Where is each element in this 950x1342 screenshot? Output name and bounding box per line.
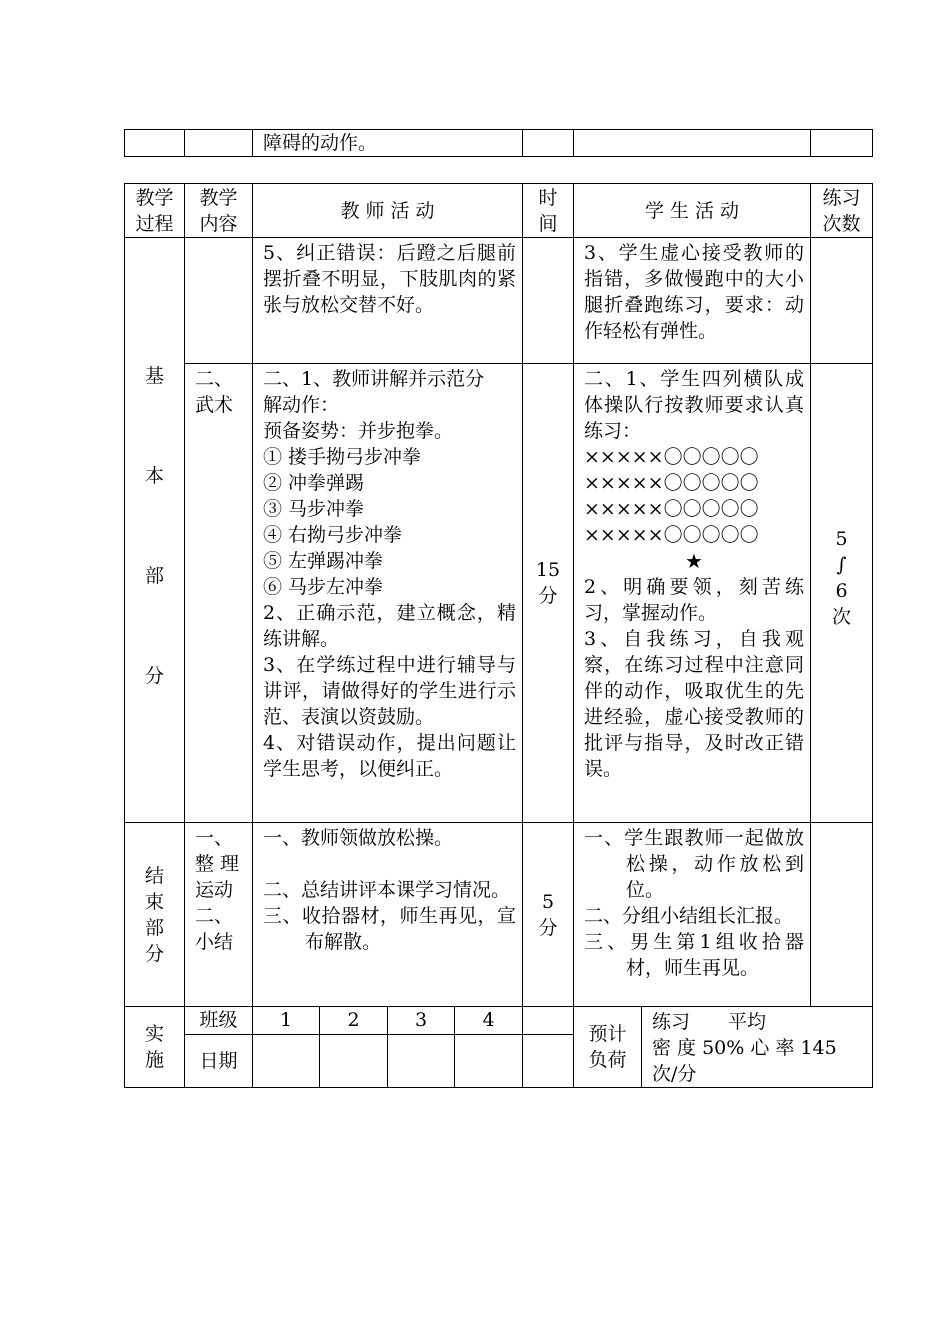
basic-row2-time: 15 分 (523, 364, 574, 823)
formation-row: ×××××〇〇〇〇〇 (584, 472, 759, 494)
header-process: 教学过程 (135, 186, 174, 235)
implementation-row-class (125, 1007, 873, 1035)
top-fragment-table (124, 129, 873, 157)
basic-row-1 (125, 238, 873, 364)
top-fragment-text: 障碍的动作。 (253, 130, 523, 157)
basic-row2-student: 二、1、学生四列横队成体操队行按教师要求认真练习： ×××××〇〇〇〇〇 ×××××〇〇〇〇〇 ×××××〇〇〇〇〇 ×××××〇〇〇〇〇 ★ 2、明确要领，刻苦练习，掌握动作。 3、自我练习，自我观察，在练习过程中注意同伴的动作，吸取优生的先进经验，虚心接受教师的批评与指导，及时改正错误。 (574, 364, 811, 823)
lesson-plan-table (124, 183, 873, 1088)
end-section-label: 结 束 部 分 (125, 823, 185, 1007)
teacher-star-mark: ★ (685, 549, 703, 573)
basic-row2-teacher: 二、1、教师讲解并示范分 解动作： 预备姿势：并步抱拳。 ① 搂手拗弓步冲拳 ② 冲拳弹踢 ③ 马步冲拳 ④ 右拗弓步冲拳 ⑤ 左弹踢冲拳 ⑥ 马步左冲拳 2、正确示范，建立概念，精练讲解。 3、在学练过程中进行辅导与讲评，请做得好的学生进行示范、表演以资鼓励。 4、对错误动作，提出问题让学生思考，以便纠正。 (253, 364, 523, 823)
header-teacher: 教 师 活 动 (253, 184, 523, 238)
header-reps: 练习次数 (822, 186, 861, 235)
class-4: 4 (455, 1007, 523, 1035)
basic-row2-content: 二、 武术 (185, 364, 253, 823)
implementation-label: 实 施 (125, 1007, 185, 1088)
class-2: 2 (320, 1007, 388, 1035)
class-label: 班级 (185, 1007, 253, 1035)
date-cell-2 (320, 1034, 388, 1087)
end-section-content: 一、 整 理 运动 二、 小结 (185, 823, 253, 1007)
end-section-teacher: 一、教师领做放松操。 二、总结讲评本课学习情况。 三、收拾器材，师生再见，宣布解散。 (253, 823, 523, 1007)
class-1: 1 (253, 1007, 320, 1035)
basic-row1-student: 3、学生虚心接受教师的指错，多做慢跑中的大小腿折叠跑练习，要求：动作轻松有弹性。 (574, 238, 811, 364)
basic-section-label: 基 本 部 分 (125, 238, 185, 823)
basic-row-2 (125, 364, 873, 823)
load-label: 预计负荷 (574, 1007, 642, 1088)
end-section-time: 5 分 (523, 823, 574, 1007)
end-section-row (125, 823, 873, 1007)
date-label: 日期 (185, 1034, 253, 1087)
load-value: 练习 平均 密 度 50% 心 率 145 次/分 (642, 1007, 873, 1088)
basic-row2-reps: 5 ∫ 6 次 (811, 364, 873, 823)
header-row (125, 184, 873, 238)
date-cell-3 (388, 1034, 455, 1087)
header-time: 时间 (538, 186, 558, 235)
date-cell-4 (455, 1034, 523, 1087)
formation-row: ×××××〇〇〇〇〇 (584, 524, 759, 546)
date-cell-1 (253, 1034, 320, 1087)
formation-row: ×××××〇〇〇〇〇 (584, 498, 759, 520)
formation-row: ×××××〇〇〇〇〇 (584, 446, 759, 468)
header-content: 教学内容 (199, 186, 238, 235)
class-3: 3 (388, 1007, 455, 1035)
basic-row1-teacher: 5、纠正错误：后蹬之后腿前摆折叠不明显，下肢肌肉的紧张与放松交替不好。 (253, 238, 523, 364)
end-section-student: 一、学生跟教师一起做放松操，动作放松到位。 二、分组小结组长汇报。 三、男生第1组收拾器材，师生再见。 (574, 823, 811, 1007)
header-student: 学 生 活 动 (574, 184, 811, 238)
